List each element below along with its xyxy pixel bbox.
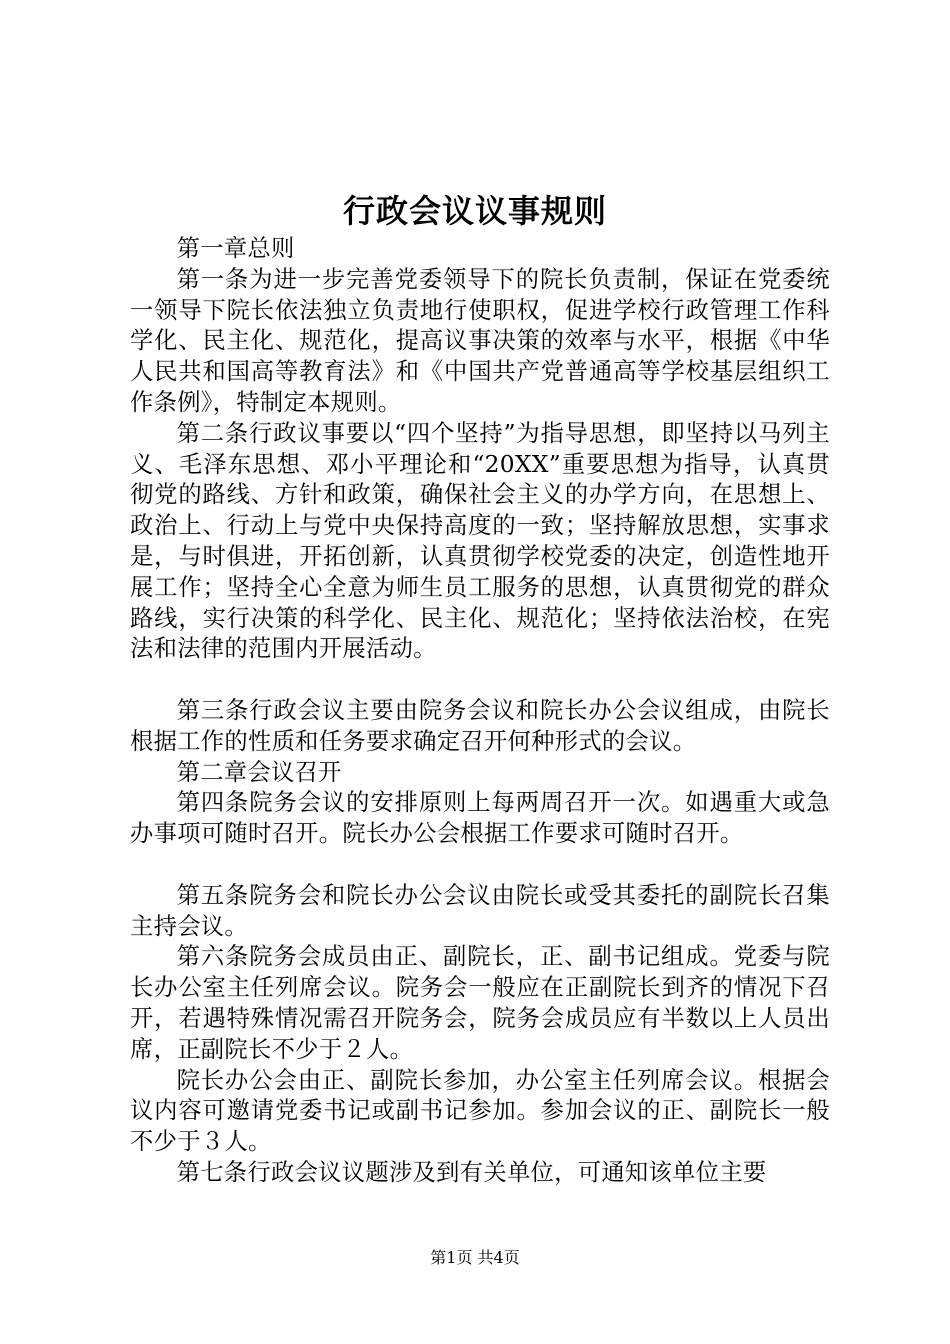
article-paragraph: 第四条院务会议的安排原则上每两周召开一次。如遇重大或急办事项可随时召开。院长办公会根据工作要求可随时召开。 <box>130 789 830 848</box>
article-paragraph: 第一条为进一步完善党委领导下的院长负责制，保证在党委统一领导下院长依法独立负责地行使职权，促进学校行政管理工作科学化、民主化、规范化，提高议事决策的效率与水平，根据《中华人民共和国高等教育法》和《中国共产党普通高等学校基层组织工作条例》，特制定本规则。 <box>130 265 830 416</box>
article-paragraph: 第三条行政会议主要由院务会议和院长办公会议组成，由院长根据工作的性质和任务要求确定召开何种形式的会议。 <box>130 696 830 755</box>
article-paragraph: 院长办公会由正、副院长参加，办公室主任列席会议。根据会议内容可邀请党委书记或副书记参加。参加会议的正、副院长一般不少于３人。 <box>130 1066 830 1156</box>
document-title: 行政会议议事规则 <box>342 192 607 230</box>
document-body <box>130 234 830 1189</box>
chapter-heading: 第一章总则 <box>176 235 295 262</box>
article-paragraph: 第二条行政议事要以“四个坚持”为指导思想，即坚持以马列主义、毛泽东思想、邓小平理论和“20XX”重要思想为指导，认真贯彻党的路线、方针和政策，确保社会主义的办学方向，在思想上、政治上、行动上与党中央保持高度的一致；坚持解放思想，实事求是，与时俱进，开拓创新，认真贯彻学校党委的决定，创造性地开展工作；坚持全心全意为师生员工服务的思想，认真贯彻党的群众路线，实行决策的科学化、民主化、规范化；坚持依法治校，在宪法和法律的范围内开展活动。 <box>130 419 830 663</box>
chapter-heading: 第二章会议召开 <box>176 758 342 786</box>
article-paragraph: 第五条院务会和院长办公会议由院长或受其委托的副院长召集主持会议。 <box>130 881 830 940</box>
page-footer: 第1页 共4页 <box>430 1248 520 1267</box>
article-paragraph: 第六条院务会成员由正、副院长，正、副书记组成。党委与院长办公室主任列席会议。院务会一般应在正副院长到齐的情况下召开，若遇特殊情况需召开院务会，院务会成员应有半数以上人员出席，正副院长不少于２人。 <box>130 943 830 1063</box>
article-paragraph: 第七条行政会议议题涉及到有关单位，可通知该单位主要 <box>176 1158 767 1186</box>
